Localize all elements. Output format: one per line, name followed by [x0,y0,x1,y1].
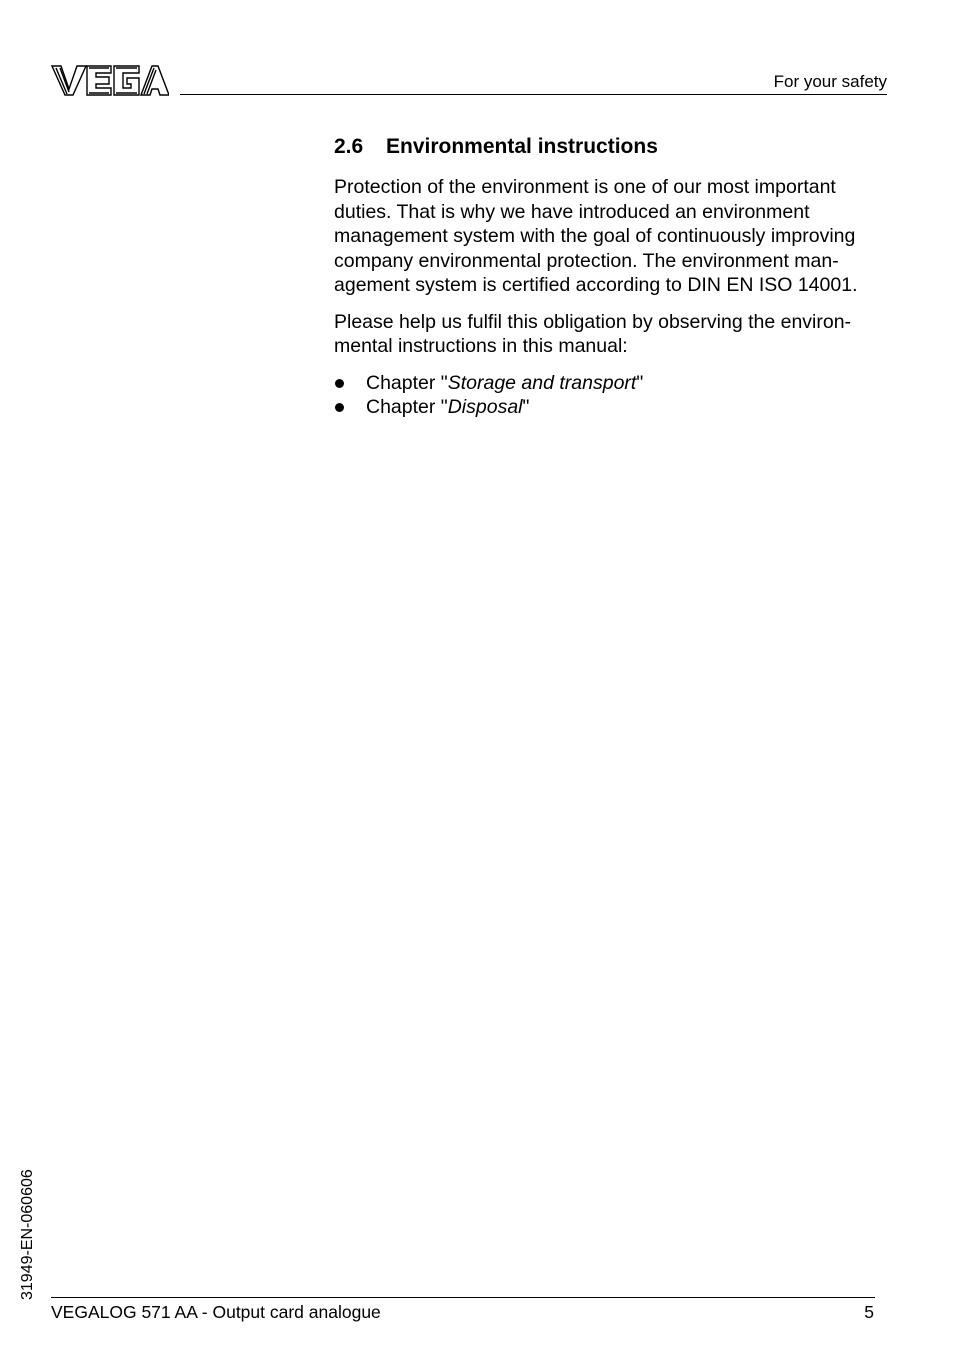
paragraph-environment-protection [334,175,894,298]
list-item-prefix: Chapter " [366,371,448,394]
section-title: Environmental instructions [386,135,658,158]
page-number: 5 [864,1302,874,1322]
paragraph-line: management system with the goal of continuously improving [334,225,856,247]
list-item [334,371,894,396]
paragraph-line: duties. That is why we have introduced an environment [334,200,810,223]
vega-logo [51,63,169,97]
list-item-prefix: Chapter " [366,396,448,418]
header-rule [180,94,887,95]
paragraph-line: agement system is certified according to DIN EN ISO 14001. [334,274,858,296]
list-item [334,395,894,420]
footer-rule [51,1297,875,1298]
paragraph-line: company environmental protection. The environment man- [334,249,839,272]
paragraph-obligation [334,310,894,359]
main-content [334,133,894,420]
list-item-suffix: " [522,396,530,418]
document-number: 31949-EN-060606 [19,1169,36,1300]
chapter-name: Disposal [447,396,523,418]
list-item-suffix: " [636,371,644,394]
paragraph-line: mental instructions in this manual: [334,335,628,357]
section-number: 2.6 [334,135,364,158]
header-section-label: For your safety [773,72,887,91]
footer-document-title: VEGALOG 571 AA - Output card analogue [51,1302,381,1322]
paragraph-line: Please help us fulfil this obligation by observing the environ- [334,310,852,333]
bullet-dot-icon [335,379,344,388]
chapter-name: Storage and transport [447,371,637,394]
bullet-dot-icon [335,403,344,412]
paragraph-line: Protection of the environment is one of our most important [334,176,836,198]
chapter-reference-list [334,371,894,420]
section-heading [334,133,894,161]
